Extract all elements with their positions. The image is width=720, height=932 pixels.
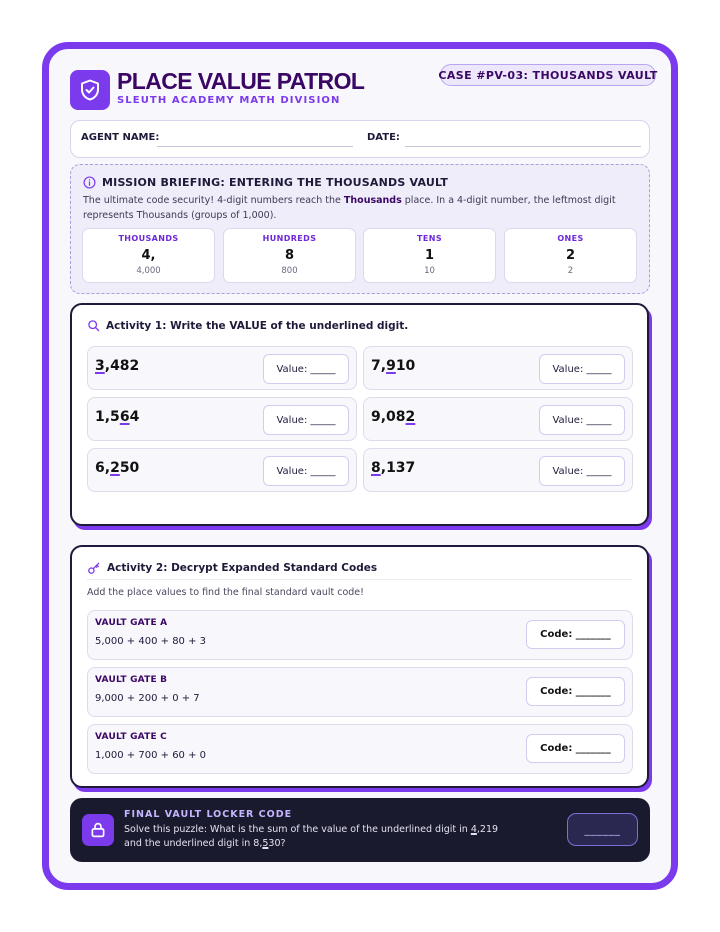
briefing-bold: Thousands [343, 195, 402, 206]
activity-2 [70, 545, 649, 788]
briefing-title: MISSION BRIEFING: ENTERING THE THOUSANDS VAULT [102, 176, 449, 189]
divider [87, 579, 632, 580]
page-subtitle: SLEUTH ACADEMY MATH DIVISION [117, 95, 341, 106]
question-card [87, 346, 357, 390]
value-answer-box[interactable]: Value: _____ [539, 354, 625, 384]
info-icon [83, 176, 96, 189]
question-number: 6,250 [95, 460, 140, 476]
code-answer-box[interactable]: Code: _______ [526, 734, 625, 763]
question-card [87, 397, 357, 441]
question-card [363, 448, 633, 492]
code-answer-box[interactable]: Code: _______ [526, 620, 625, 649]
place-card-ones: ONES 2 2 [504, 228, 637, 283]
page-title: PLACE VALUE PATROL [117, 68, 365, 94]
final-answer-box[interactable]: ______ [567, 813, 638, 846]
value-answer-box[interactable]: Value: _____ [263, 405, 349, 435]
padlock-icon [82, 814, 114, 846]
value-answer-box[interactable]: Value: _____ [263, 456, 349, 486]
value-answer-box[interactable]: Value: _____ [263, 354, 349, 384]
final-vault-locker [70, 798, 650, 862]
vault-gate-b: VAULT GATE B 9,000 + 200 + 0 + 7 Code: _______ [87, 667, 633, 717]
question-number: 8,137 [371, 460, 416, 476]
place-card-tens: TENS 1 10 [363, 228, 496, 283]
activity-2-instructions: Add the place values to find the final standard vault code! [87, 587, 364, 598]
place-card-hundreds: HUNDREDS 8 800 [223, 228, 356, 283]
agent-name-label: AGENT NAME: [81, 132, 160, 143]
expanded-form: 1,000 + 700 + 60 + 0 [95, 750, 207, 761]
value-answer-box[interactable]: Value: _____ [539, 405, 625, 435]
date-field[interactable] [405, 146, 641, 147]
question-card [363, 397, 633, 441]
question-card [87, 448, 357, 492]
question-card [363, 346, 633, 390]
value-answer-box[interactable]: Value: _____ [539, 456, 625, 486]
question-number: 3,482 [95, 358, 140, 374]
mission-briefing [70, 164, 650, 294]
activity-2-title: Activity 2: Decrypt Expanded Standard Codes [107, 562, 378, 574]
expanded-form: 5,000 + 400 + 80 + 3 [95, 636, 207, 647]
agent-name-field[interactable] [157, 146, 353, 147]
key-icon [87, 561, 101, 575]
activity-1-title: Activity 1: Write the VALUE of the underlined digit. [106, 319, 409, 332]
case-badge: CASE #PV-03: THOUSANDS VAULT [440, 64, 656, 86]
question-number: 9,082 [371, 409, 416, 425]
code-answer-box[interactable]: Code: _______ [526, 677, 625, 706]
expanded-form: 9,000 + 200 + 0 + 7 [95, 693, 200, 704]
question-number: 1,564 [95, 409, 140, 425]
final-title: FINAL VAULT LOCKER CODE [124, 809, 293, 820]
final-puzzle-text: Solve this puzzle: What is the sum of the value of the underlined digit in 4,219 and the underlined digit in 8,530? [124, 824, 499, 849]
vault-gate-c: VAULT GATE C 1,000 + 700 + 60 + 0 Code: _______ [87, 724, 633, 774]
shield-check-icon [70, 70, 110, 110]
magnifier-icon [87, 319, 100, 332]
date-label: DATE: [367, 132, 400, 143]
agent-info-bar [70, 120, 650, 158]
activity-1 [70, 303, 649, 526]
question-number: 7,910 [371, 358, 416, 374]
briefing-text: The ultimate code security! 4-digit numbers reach the Thousands place. In a 4-digit number, the leftmost digit represents Thousands (groups of 1,000). [83, 195, 616, 221]
vault-gate-a: VAULT GATE A 5,000 + 400 + 80 + 3 Code: _______ [87, 610, 633, 660]
place-card-thousands: THOUSANDS 4, 4,000 [82, 228, 215, 283]
